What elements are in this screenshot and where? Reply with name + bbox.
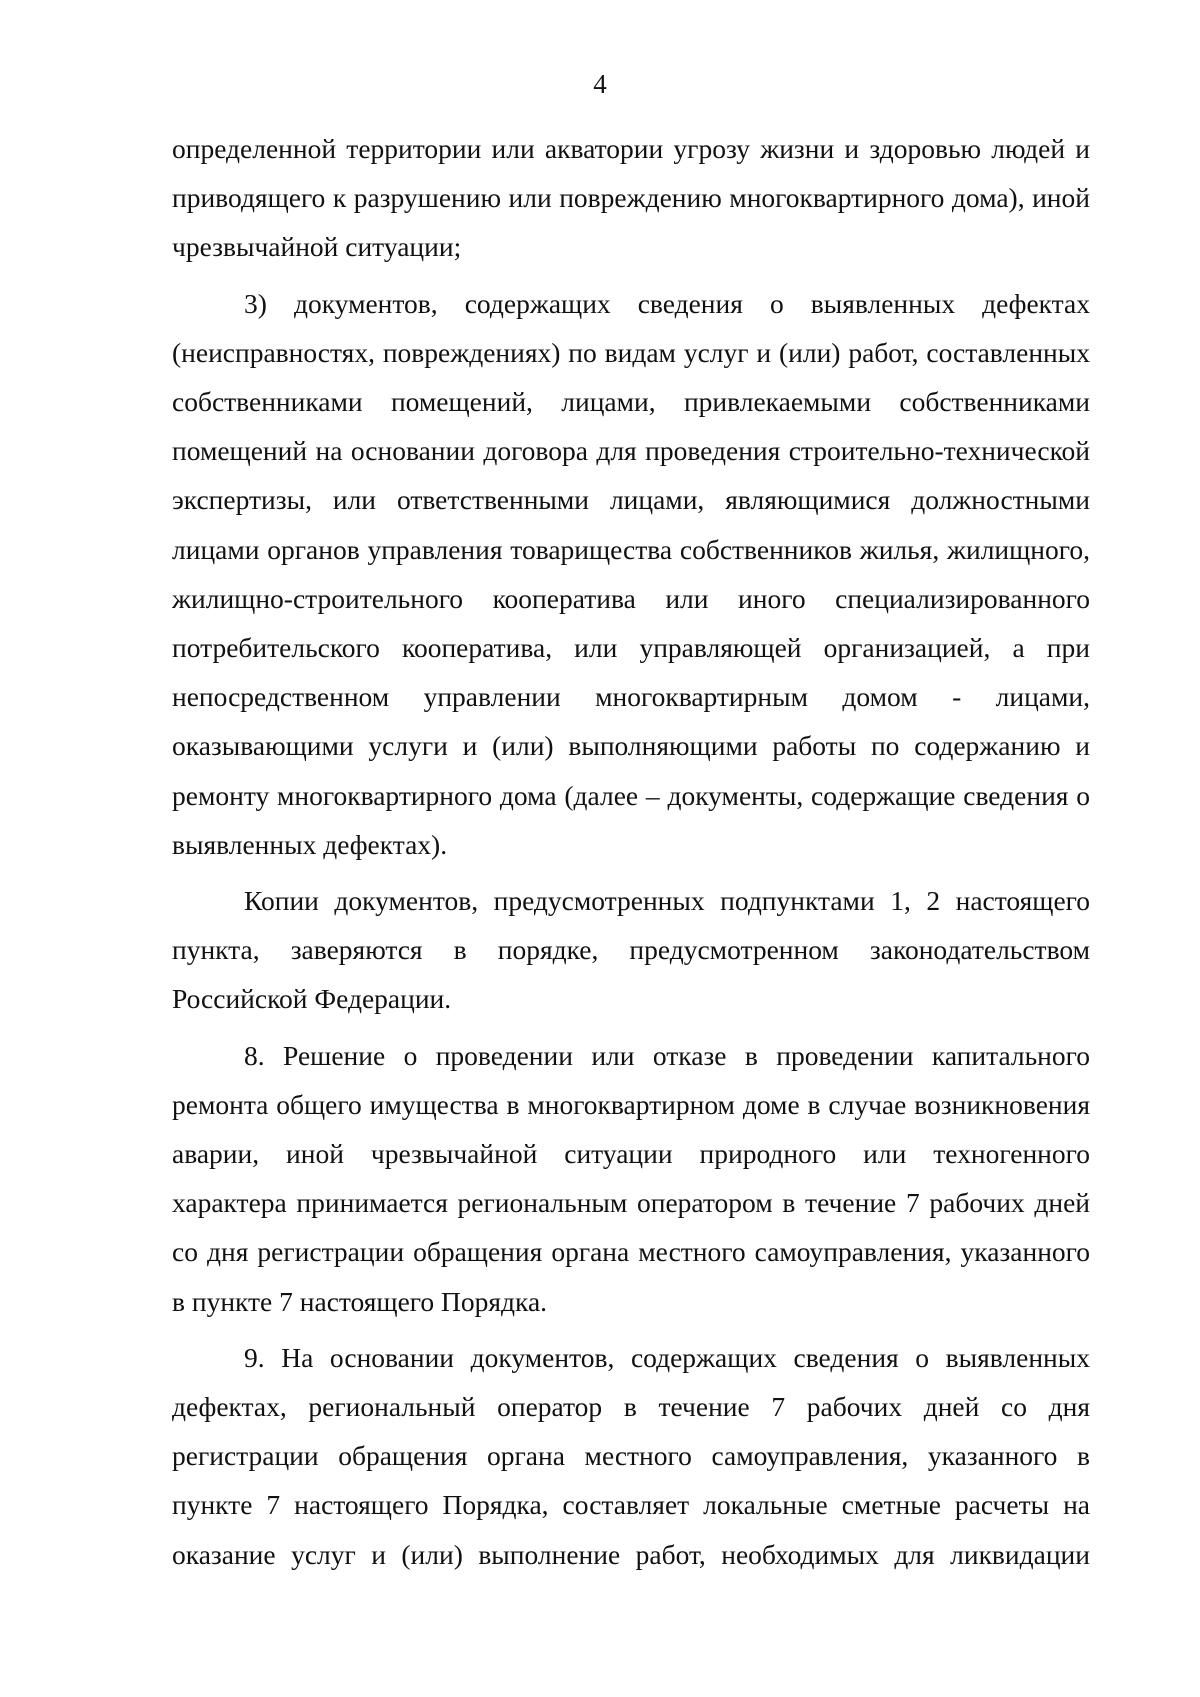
paragraph-continuation: определенной территории или акватории угрозу жизни и здоровью людей и приводящего к разрушению или повреждению многоквартирного дома), иной чрезвычайной ситуации; (172, 133, 1090, 263)
document-body (172, 124, 1090, 1579)
paragraph-copies-certification: Копии документов, предусмотренных подпунктами 1, 2 настоящего пункта, заверяются в порядке, предусмотренном законодательством Российской Федерации. (172, 885, 1090, 1015)
paragraph-subitem-3: 3) документов, содержащих сведения о выявленных дефектах (неисправностях, повреждениях) по видам услуг и (или) работ, составленных собственниками помещений, лицами, привлекаемыми собственниками помещений на основании договора для проведения строительно-технической экспертизы, или ответственными лицами, являющимися должностными лицами органов управления товарищества собственников жилья, жилищного, жилищно-строительного кооператива или иного специализированного потребительского кооператива, или управляющей организацией, а при непосредственном управлении многоквартирным домом - лицами, оказывающими услуги и (или) выполняющими работы по содержанию и ремонту многоквартирного дома (далее – документы, содержащие сведения о выявленных дефектах). (172, 287, 1090, 860)
paragraph-item-9: 9. На основании документов, содержащих сведения о выявленных дефектах, региональный оператор в течение 7 рабочих дней со дня регистрации обращения органа местного самоуправления, указанного в пункте 7 настоящего Порядка, составляет локальные сметные расчеты на оказание услуг и (или) выполнение работ, необходимых для ликвидации (172, 1341, 1090, 1570)
paragraph-item-8: 8. Решение о проведении или отказе в проведении капитального ремонта общего имущества в многоквартирном доме в случае возникновения аварии, иной чрезвычайной ситуации природного или техногенного характера принимается региональным оператором в течение 7 рабочих дней со дня регистрации обращения органа местного самоуправления, указанного в пункте 7 настоящего Порядка. (172, 1039, 1090, 1317)
page-number: 4 (593, 69, 607, 99)
